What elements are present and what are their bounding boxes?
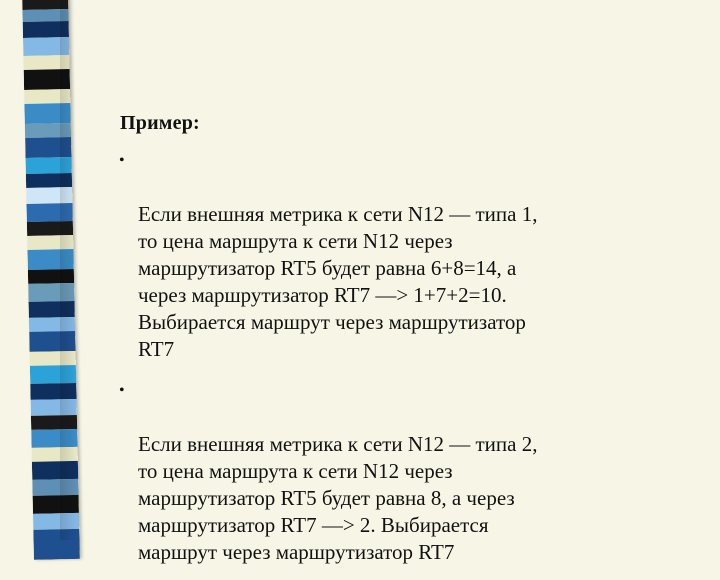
bullet-dot-icon: •: [119, 382, 125, 399]
bullet-item-type-2: [118, 377, 678, 566]
slide-heading: Пример:: [120, 112, 200, 134]
bullet-text: Если внешняя метрика к сети N12 — типа 1, то цена маршрута к сети N12 через маршрутизатор RT5 будет равна 6+8=14, а через маршрутизатор RT7 —> 1+7+2=10. Выбирается маршрут через маршрутизатор RT7: [138, 202, 538, 361]
slide-content: [118, 112, 678, 580]
bullet-dot-icon: •: [119, 152, 125, 169]
stripe-shadow: [60, 0, 76, 540]
bullet-text: Если внешняя метрика к сети N12 — типа 2, то цена маршрута к сети N12 через маршрутизатор RT5 будет равна 8, а через маршрутизатор RT7 —> 2. Выбирается маршрут через маршрутизатор RT7: [138, 432, 538, 564]
bullet-item-type-1: [118, 147, 678, 363]
